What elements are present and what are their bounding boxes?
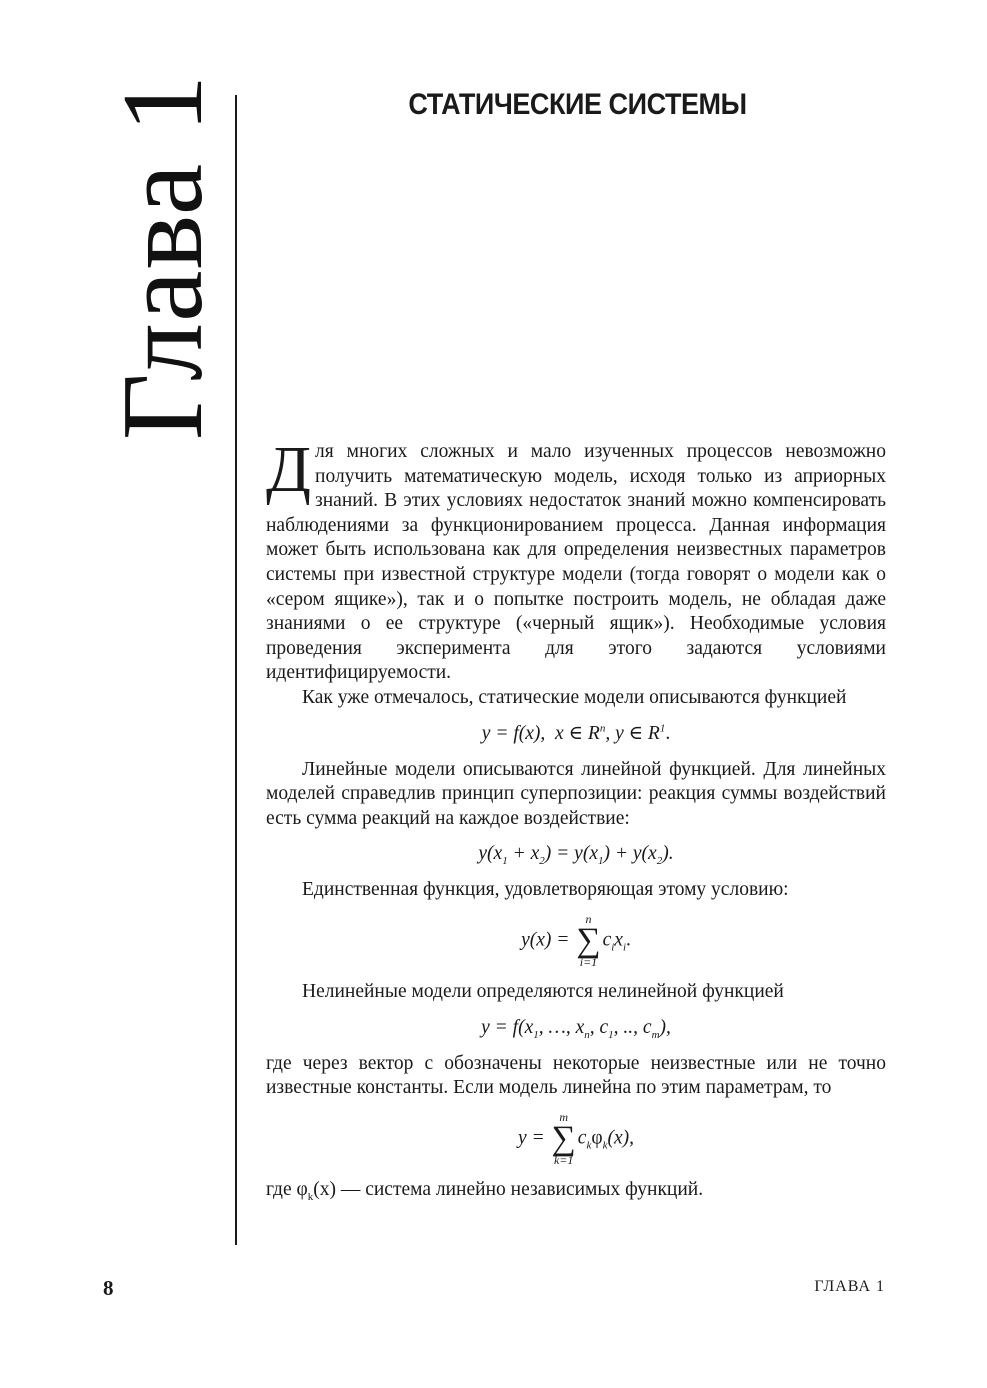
paragraph-nonlinear: Нелинейные модели определяются нелинейной функцией [302,980,784,1002]
paragraph-linear: Линейные модели описываются линейной функцией. Для линейных моделей справедлив принцип суперпозиции: реакция суммы воздействий есть сумма реакций на каждое воздействие: [266,758,886,829]
running-footer: ГЛАВА 1 [814,1278,885,1295]
paragraph-intro: Для многих сложных и мало изученных процессов невозможно получить математическую модель, исходя только из априорных знаний. В этих условиях недостаток знаний можно компенсировать наблюдениями за функционированием процесса. Данная информация может быть использована как для определения неизвестных параметров системы при известной структуре модели (тогда говорят о модели как о «сером ящике»), так и о попытке построить модель, не обладая даже знаниями о ее структуре («черный ящик»). Необходимые условия проведения эксперимента для этого задаются условиями идентифицируемости. [266,433,886,684]
page-number: 8 [103,1276,114,1300]
paragraph-static: Как уже отмечалось, статические модели описываются функцией [302,686,847,708]
vertical-rule [235,95,237,1245]
formula-linear-sum: y(x) = n ∑ i=1 $c_ix_i$. [521,911,631,969]
sum-symbol: n ∑ i=1 [576,911,601,969]
formula-basis-sum: y = m ∑ k=1 $c_k\varphi_k(x)$, [517,1109,635,1167]
formula-function: y = f(x), x ∈ $R^n$, y ∈ $R^1$. [481,722,671,744]
paragraph-unique: Единственная функция, удовлетворяющая этому условию: [302,879,789,901]
drop-cap: Д [266,433,312,506]
paragraph-basis: где $\varphi_k(x)$ — система линейно независимых функций. [266,1178,704,1203]
main-text [266,433,886,1203]
paragraph-constants: где через вектор c обозначены некоторые неизвестные или не точно известные константы. Если модель линейна по этим параметрам, то [266,1052,886,1099]
formula-nonlinear: $y = f(x_1$, …, $x_n$, $c_1$, .., $c_m$), [481,1016,671,1041]
page-title: СТАТИЧЕСКИЕ СИСТЕМЫ [408,88,747,121]
chapter-side-label [99,73,227,441]
chapter-side-text: Глава 1 [99,73,227,441]
formula-superposition: $y(x_1 + x_2) = y(x_1) + y(x_2)$. [478,843,674,868]
sum-symbol-2: m ∑ k=1 [551,1109,576,1167]
